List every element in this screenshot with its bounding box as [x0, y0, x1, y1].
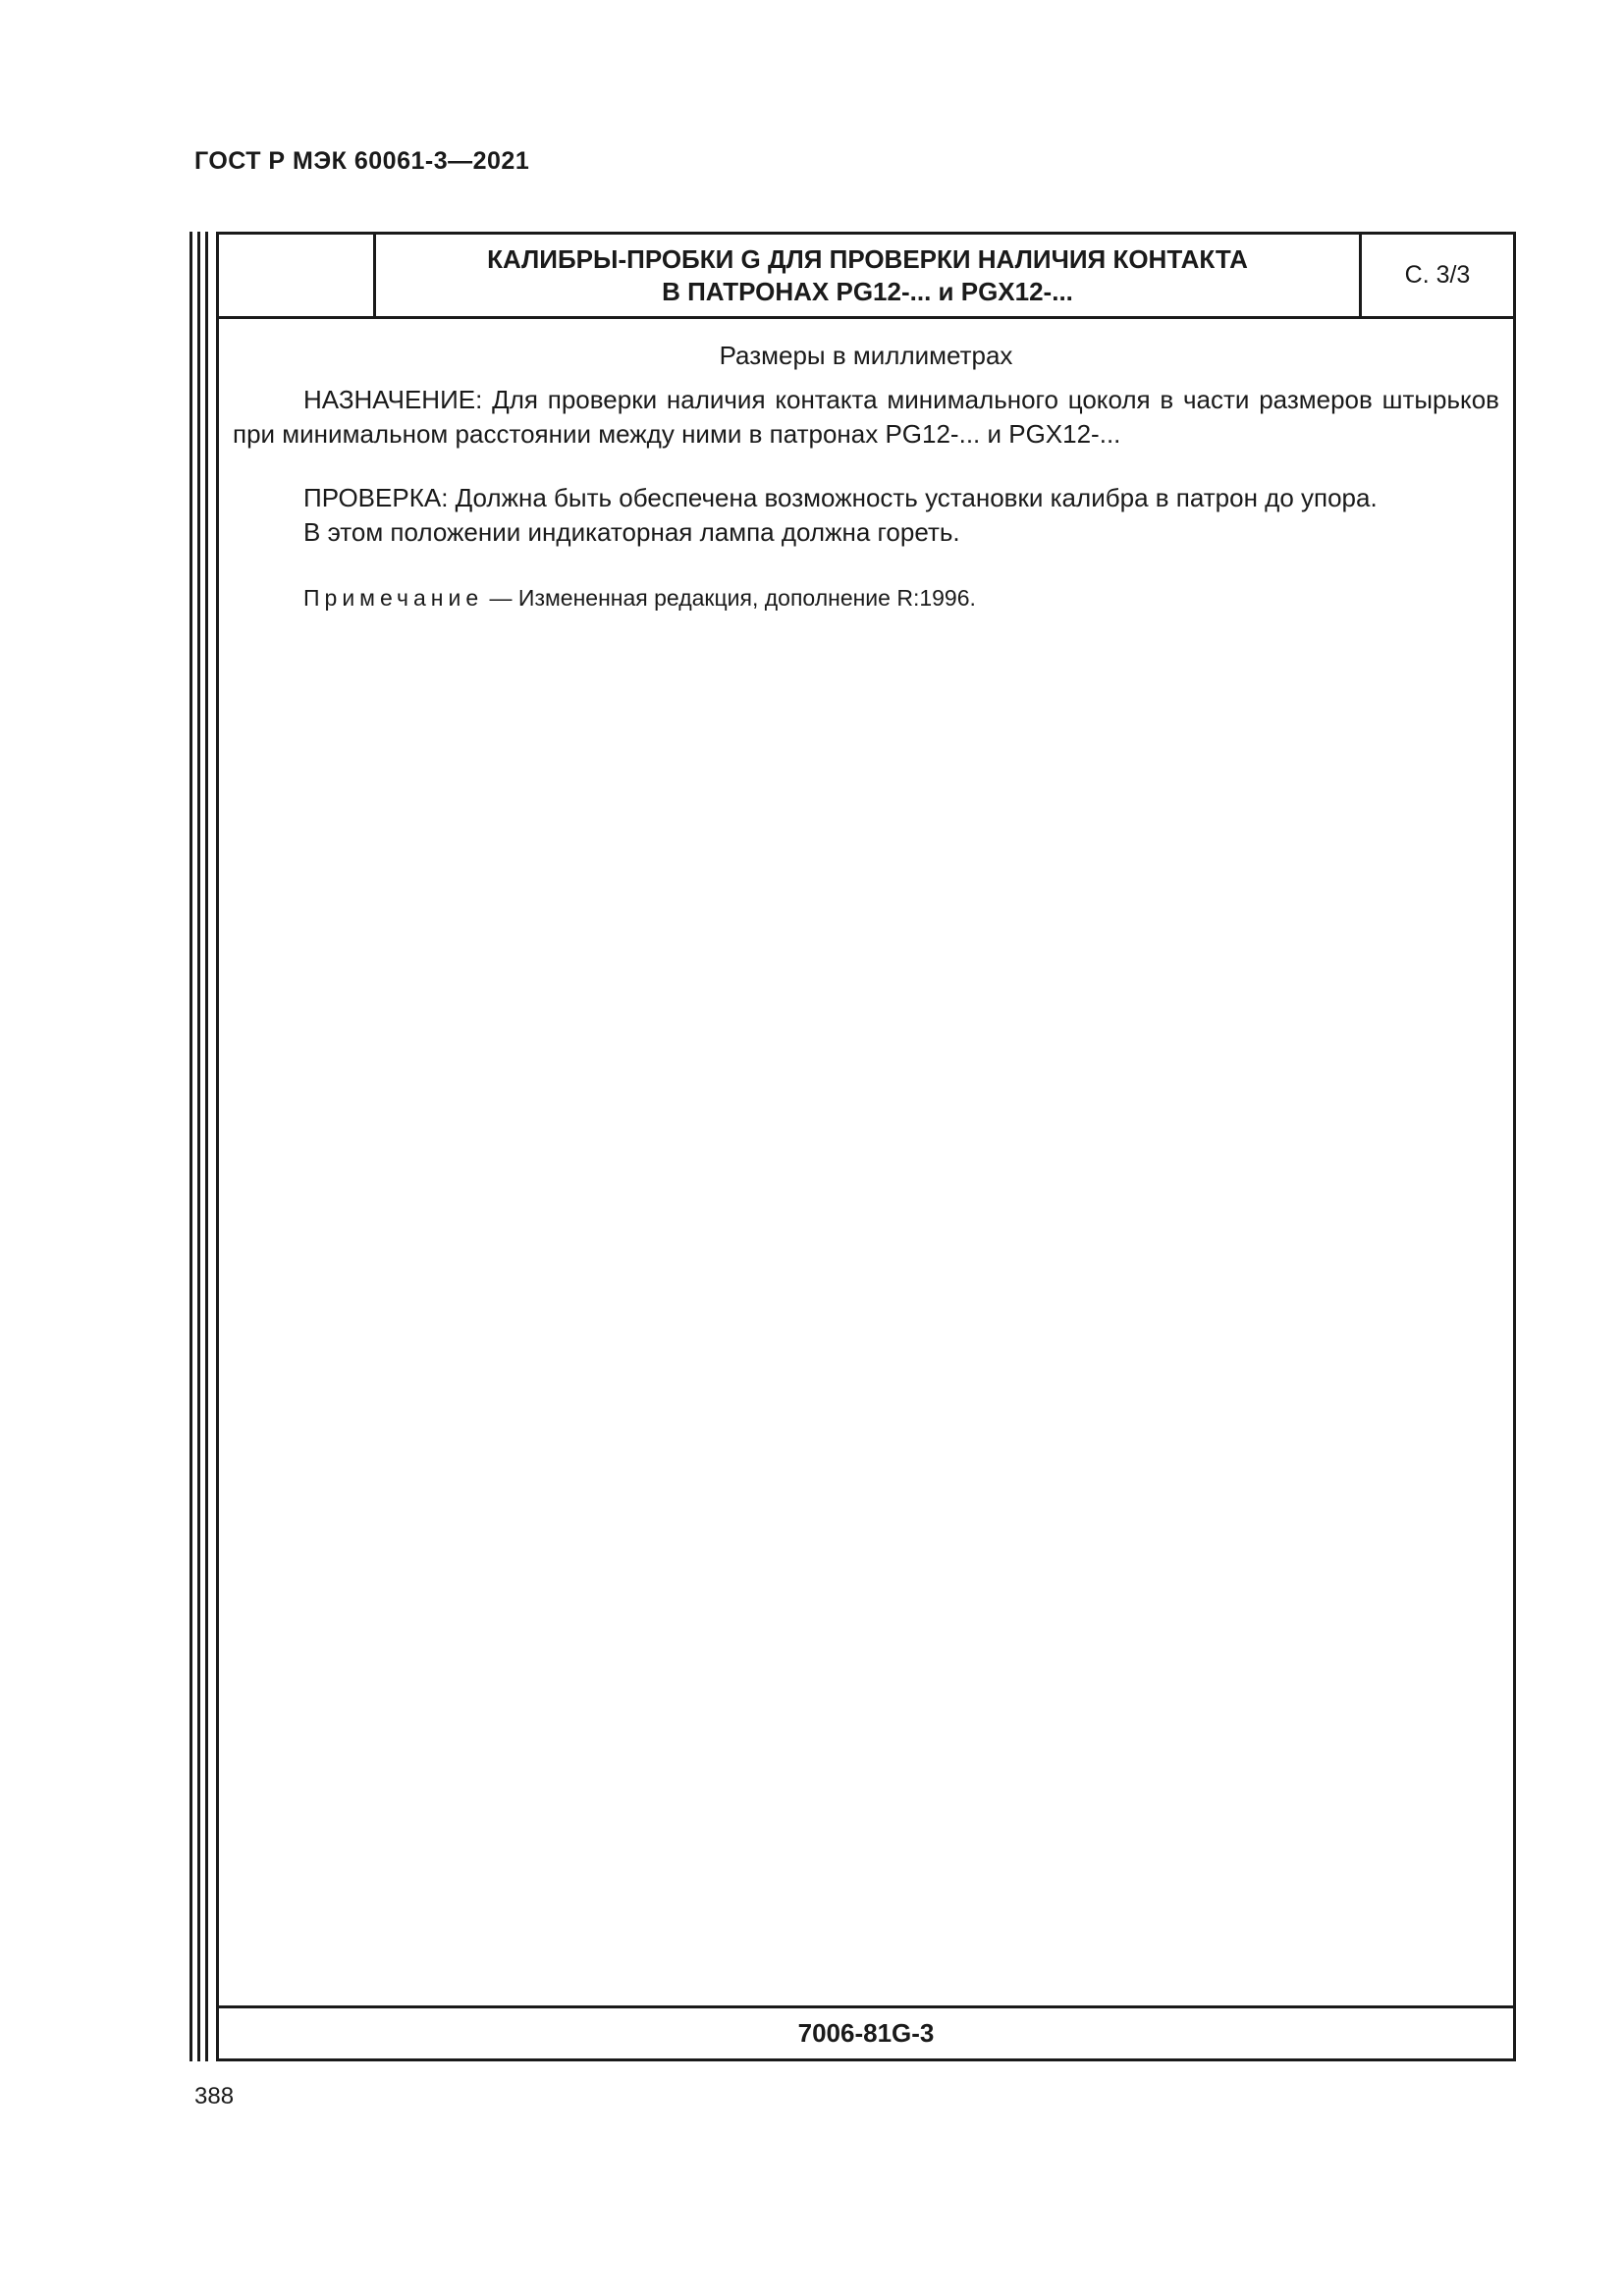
note: [233, 581, 1499, 615]
check-line-1: ПРОВЕРКА: Должна быть обеспечена возможность установки калибра в патрон до упора.: [303, 483, 1378, 512]
margin-rule-middle: [197, 232, 200, 2061]
sheet-title-line1: КАЛИБРЫ-ПРОБКИ G ДЛЯ ПРОВЕРКИ НАЛИЧИЯ КОНТАКТА: [487, 243, 1248, 274]
check-line-2: В этом положении индикаторная лампа должна гореть.: [303, 517, 960, 547]
sheet-content: [233, 339, 1499, 615]
page-number: 388: [194, 2083, 235, 2109]
margin-rule-outer: [189, 232, 192, 2061]
margin-rule-inner: [205, 232, 208, 2061]
title-empty-cell: [219, 235, 376, 316]
purpose-paragraph: НАЗНАЧЕНИЕ: Для проверки наличия контакта минимального цоколя в части размеров штырьков при минимальном расстоянии между ними в патронах PG12-... и PGX12-...: [233, 385, 1499, 449]
title-block: [219, 235, 1513, 319]
sheet-frame: [216, 232, 1516, 2061]
sheet-code: 7006-81G-3: [219, 2005, 1513, 2058]
note-label: Примечание: [303, 585, 484, 611]
sheet-title: [376, 235, 1362, 316]
document-header: ГОСТ Р МЭК 60061-3—2021: [194, 147, 530, 175]
sheet-title-line2: В ПАТРОНАХ PG12-... и PGX12-...: [662, 276, 1073, 306]
units-note: Размеры в миллиметрах: [719, 341, 1013, 370]
note-text: — Измененная редакция, дополнение R:1996.: [483, 585, 976, 611]
page-reference: С. 3/3: [1404, 261, 1471, 289]
check-paragraph: [233, 481, 1499, 550]
